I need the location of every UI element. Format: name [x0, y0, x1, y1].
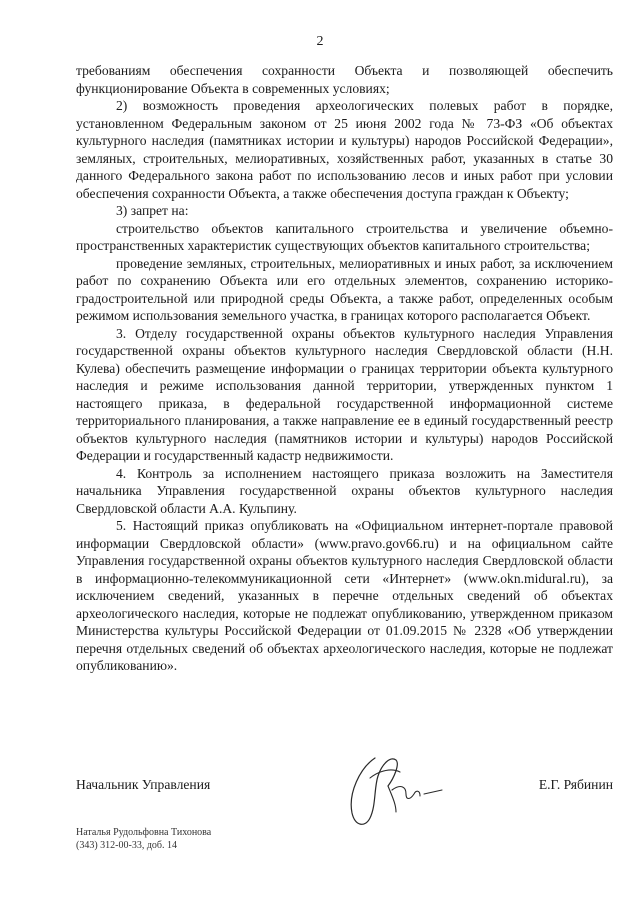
paragraph: 4. Контроль за исполнением настоящего приказа возложить на Заместителя начальника Управления государственной охраны объектов культурного наследия Свердловской области А.А. Кульпину. [76, 465, 613, 516]
paragraph: 3) запрет на: [116, 203, 189, 218]
executor-info [76, 826, 211, 852]
paragraph: 2) возможность проведения археологических полевых работ в порядке, установленном Федеральным законом от 25 июня 2002 года № 73-ФЗ «Об объектах культурного наследия (памятниках истории и культуры) народов Российской Федерации», земляных, строительных, мелиоративных, хозяйственных работ, указанных в статье 30 данного Федерального закона работ по использованию лесов и иных работ при условии обеспечения сохранности Объекта, а также обеспечения доступа граждан к Объекту; [76, 98, 613, 201]
paragraph: строительство объектов капитального строительства и увеличение объемно-пространственных характеристик существующих объектов капитального строительства; [76, 220, 613, 253]
paragraph: 3. Отделу государственной охраны объектов культурного наследия Управления государственной охраны объектов культурного наследия Свердловской области (Н.Н. Кулева) обеспечить размещение информации о границах территории объекта культурного наследия и режиме использования данной территории, утвержденных пунктом 1 настоящего приказа, в федеральной государственной информационной системе территориального планирования, а также направление ее в единый государственный реестр объектов культурного наследия (памятников истории и культуры) народов Российской Федерации и государственный кадастр недвижимости. [76, 325, 613, 463]
executor-name: Наталья Рудольфовна Тихонова [76, 827, 212, 838]
paragraph: проведение земляных, строительных, мелиоративных и иных работ, за исключением работ по сохранению Объекта или его отдельных элементов, сохранению историко-градостроительной или природной среды Объекта, а также работ, определенных особым режимом использования земельного участка, в границах которого располагается Объект. [76, 255, 613, 323]
document-body [76, 62, 613, 675]
signature-row [76, 777, 613, 799]
executor-phone: (343) 312-00-33, доб. 14 [76, 840, 177, 851]
signatory-name: Е.Г. Рябинин [538, 777, 613, 792]
signatory-title: Начальник Управления [76, 777, 211, 792]
page-number: 2 [316, 34, 324, 49]
paragraph: требованиям обеспечения сохранности Объекта и позволяющей обеспечить функционирование Объекта в современных условиях; [76, 63, 613, 96]
paragraph: 5. Настоящий приказ опубликовать на «Официальном интернет-портале правовой информации Свердловской области» (www.pravo.gov66.ru) и на официальном сайте Управления государственной охраны объектов культурного наследия Свердловской области в информационно-телекоммуникационной сети «Интернет» (www.okn.midural.ru), за исключением сведений, указанных в перечне отдельных сведений об объектах археологического наследия, которые не подлежат опубликованию, утвержденном приказом Министерства культуры Российской Федерации от 01.09.2015 № 2328 «Об утверждении перечня отдельных сведений об объектах археологического наследия, которые не подлежат опубликованию». [76, 518, 613, 673]
